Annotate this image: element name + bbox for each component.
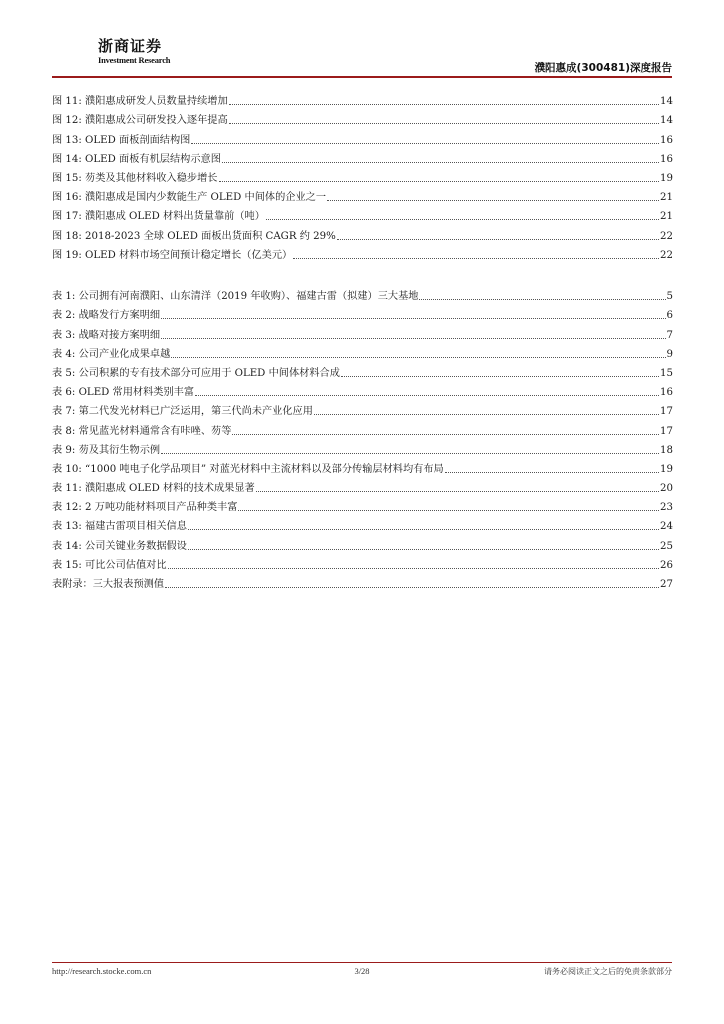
toc-entry-page: 7 — [666, 329, 673, 341]
toc-entry-label: 表 7: 第二代发光材料已广泛运用，第三代尚未产业化应用 — [52, 406, 313, 418]
toc-entry-page: 15 — [660, 367, 673, 379]
toc-entry-label: 表 5: 公司积累的专有技术部分可应用于 OLED 中间体材料合成 — [52, 367, 340, 379]
figures-toc-list — [52, 89, 673, 262]
toc-entry-label: 图 11: 濮阳惠成研发人员数量持续增加 — [52, 96, 228, 108]
report-title: 濮阳惠成(300481)深度报告 — [534, 62, 672, 74]
footer-page-number: 3/28 — [354, 966, 370, 976]
toc-dot-leader — [165, 587, 659, 588]
toc-entry-label: 表 1: 公司拥有河南濮阳、山东清洋（2019 年收购）、福建古雷（拟建）三大基地 — [52, 291, 419, 303]
toc-entry-page: 14 — [660, 96, 673, 108]
toc-dot-leader — [232, 434, 659, 435]
toc-dot-leader — [229, 104, 659, 105]
toc-entry-label: 图 15: 芴类及其他材料收入稳步增长 — [52, 172, 218, 184]
toc-entry-label: 表附录：三大报表预测值 — [52, 579, 165, 590]
toc-entry-label: 表 10: “1000 吨电子化学品项目” 对蓝光材料中主流材料以及部分传输层材料均有布局 — [52, 463, 444, 475]
toc-table-entry[interactable] — [52, 342, 673, 361]
toc-entry-page: 16 — [660, 153, 673, 165]
toc-dot-leader — [161, 453, 659, 454]
toc-entry-label: 图 13: OLED 面板剖面结构图 — [52, 134, 191, 146]
toc-dot-leader — [327, 200, 659, 201]
toc-entry-label: 表 4: 公司产业化成果卓越 — [52, 348, 171, 360]
toc-dot-leader — [256, 491, 659, 492]
toc-entry-page: 19 — [660, 463, 673, 475]
toc-entry-page: 24 — [660, 521, 673, 533]
toc-entry-page: 16 — [660, 387, 673, 399]
logo-chinese-text: 浙商证券 — [98, 37, 163, 55]
toc-entry-page: 21 — [660, 192, 673, 204]
toc-entry-label: 表 6: OLED 常用材料类别丰富 — [52, 387, 195, 399]
toc-dot-leader — [191, 143, 659, 144]
toc-entry-page: 22 — [660, 230, 673, 242]
toc-entry-page: 17 — [660, 406, 673, 418]
toc-entry-label: 表 11: 濮阳惠成 OLED 材料的技术成果显著 — [52, 483, 255, 495]
toc-entry-label: 表 15: 可比公司估值对比 — [52, 559, 167, 571]
toc-entry-label: 表 3: 战略对接方案明细 — [52, 329, 161, 341]
toc-dot-leader — [161, 338, 665, 339]
toc-dot-leader — [188, 529, 659, 530]
toc-entry-label: 表 2: 战略发行方案明细 — [52, 310, 161, 322]
toc-table-entry[interactable] — [52, 322, 673, 341]
toc-dot-leader — [229, 123, 659, 124]
toc-entry-page: 6 — [666, 310, 673, 322]
toc-dot-leader — [445, 472, 659, 473]
toc-entry-label: 表 8: 常见蓝光材料通常含有咔唑、芴等 — [52, 425, 232, 437]
toc-dot-leader — [341, 376, 659, 377]
toc-entry-page: 19 — [660, 172, 673, 184]
header-divider — [52, 76, 672, 78]
toc-dot-leader — [219, 181, 660, 182]
toc-entry-label: 图 12: 濮阳惠成公司研发投入逐年提高 — [52, 115, 228, 127]
toc-entry-page: 22 — [660, 249, 673, 261]
toc-table-entry[interactable] — [52, 303, 673, 322]
toc-entry-label: 图 17: 濮阳惠成 OLED 材料出货量靠前（吨） — [52, 211, 265, 223]
toc-table-entry[interactable] — [52, 572, 673, 591]
toc-entry-page: 25 — [660, 540, 673, 552]
toc-entry-page: 27 — [660, 579, 673, 590]
footer-disclaimer: 请务必阅读正文之后的免责条款部分 — [544, 967, 672, 976]
footer-divider — [52, 962, 672, 963]
tables-toc-list — [52, 284, 673, 591]
toc-figure-entry[interactable] — [52, 147, 673, 166]
toc-entry-page: 20 — [660, 483, 673, 495]
toc-table-entry[interactable] — [52, 438, 673, 457]
footer-url[interactable]: http://research.stocke.com.cn — [52, 966, 152, 976]
toc-figure-entry[interactable] — [52, 204, 673, 223]
toc-table-entry[interactable] — [52, 418, 673, 437]
toc-entry-label: 表 13: 福建古雷项目相关信息 — [52, 521, 187, 533]
toc-table-entry[interactable] — [52, 361, 673, 380]
company-logo — [98, 38, 218, 65]
toc-figure-entry[interactable] — [52, 185, 673, 204]
toc-dot-leader — [188, 549, 659, 550]
toc-dot-leader — [266, 219, 659, 220]
toc-table-entry[interactable] — [52, 533, 673, 552]
toc-table-entry[interactable] — [52, 284, 673, 303]
toc-entry-page: 9 — [666, 348, 673, 360]
toc-dot-leader — [168, 568, 659, 569]
toc-dot-leader — [195, 395, 659, 396]
toc-entry-label: 图 19: OLED 材料市场空间预计稳定增长（亿美元） — [52, 249, 293, 261]
toc-entry-page: 23 — [660, 502, 673, 514]
toc-figure-entry[interactable] — [52, 166, 673, 185]
toc-entry-page: 17 — [660, 425, 673, 437]
toc-dot-leader — [222, 162, 659, 163]
toc-figure-entry[interactable] — [52, 223, 673, 242]
toc-figure-entry[interactable] — [52, 108, 673, 127]
toc-dot-leader — [293, 258, 659, 259]
logo-english-text: Investment Research — [98, 55, 171, 65]
toc-entry-page: 18 — [660, 444, 673, 456]
toc-table-entry[interactable] — [52, 399, 673, 418]
toc-table-entry[interactable] — [52, 514, 673, 533]
toc-entry-page: 16 — [660, 134, 673, 146]
toc-table-entry[interactable] — [52, 495, 673, 514]
toc-table-entry[interactable] — [52, 380, 673, 399]
toc-figure-entry[interactable] — [52, 127, 673, 146]
toc-dot-leader — [314, 414, 659, 415]
toc-dot-leader — [161, 318, 665, 319]
toc-table-entry[interactable] — [52, 457, 673, 476]
toc-entry-page: 21 — [660, 211, 673, 223]
toc-entry-page: 14 — [660, 115, 673, 127]
toc-entry-page: 5 — [666, 291, 673, 303]
toc-entry-label: 表 12: 2 万吨功能材料项目产品种类丰富 — [52, 502, 238, 514]
toc-dot-leader — [419, 299, 665, 300]
toc-figure-entry[interactable] — [52, 243, 673, 262]
toc-entry-label: 图 14: OLED 面板有机层结构示意图 — [52, 153, 221, 165]
toc-dot-leader — [337, 239, 659, 240]
toc-figure-entry[interactable] — [52, 89, 673, 108]
toc-entry-label: 图 18: 2018-2023 全球 OLED 面板出货面积 CAGR 约 29% — [52, 230, 336, 242]
toc-table-entry[interactable] — [52, 476, 673, 495]
toc-entry-page: 26 — [660, 559, 673, 571]
toc-dot-leader — [238, 510, 659, 511]
toc-dot-leader — [171, 357, 665, 358]
toc-entry-label: 表 9: 芴及其衍生物示例 — [52, 444, 161, 456]
toc-table-entry[interactable] — [52, 553, 673, 572]
toc-entry-label: 表 14: 公司关键业务数据假设 — [52, 540, 187, 552]
toc-entry-label: 图 16: 濮阳惠成是国内少数能生产 OLED 中间体的企业之一 — [52, 192, 327, 204]
